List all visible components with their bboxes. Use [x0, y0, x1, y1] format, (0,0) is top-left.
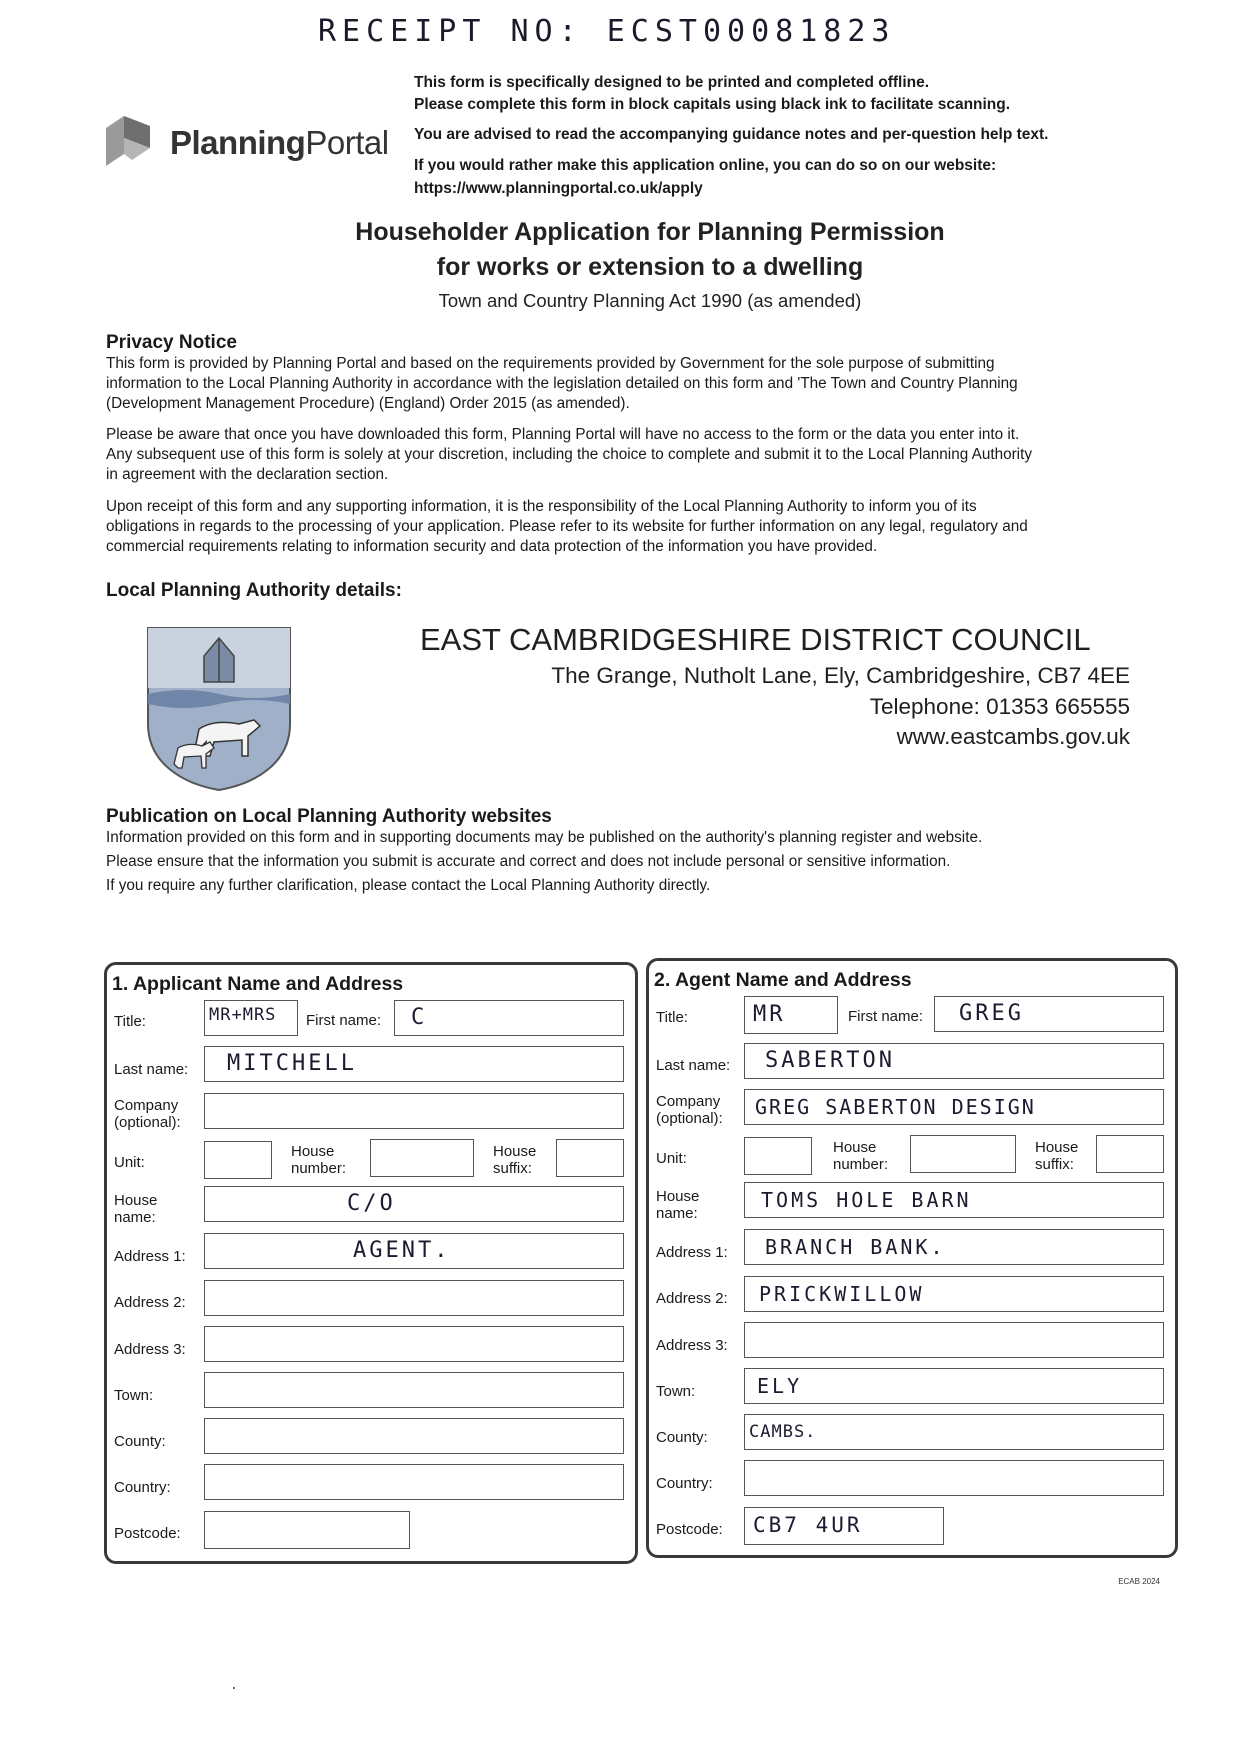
council-name: EAST CAMBRIDGESHIRE DISTRICT COUNCIL — [420, 622, 1091, 657]
agent-postcode-field[interactable] — [744, 1507, 944, 1545]
applicant-address1-field[interactable] — [204, 1233, 624, 1269]
agent-county-label: County: — [656, 1429, 708, 1446]
agent-title-label: Title: — [656, 1009, 688, 1026]
logo-word-planning: Planning — [170, 124, 306, 161]
applicant-company-label-2: (optional): — [114, 1114, 181, 1131]
agent-last-name-label: Last name: — [656, 1057, 731, 1074]
agent-country-label: Country: — [656, 1475, 713, 1492]
applicant-house-name-label-2: name: — [114, 1209, 156, 1226]
intro-line-3: You are advised to read the accompanying guidance notes and per-question help text. — [414, 126, 1049, 143]
applicant-town-label: Town: — [114, 1387, 154, 1404]
privacy-p2-line: Any subsequent use of this form is solely at your discretion, including the choice to complete and submit it to the Local Planning Authority — [106, 446, 1032, 463]
agent-house-name-value: TOMS HOLE BARN — [761, 1188, 972, 1212]
lpa-heading: Local Planning Authority details: — [106, 580, 402, 601]
agent-address2-field[interactable] — [744, 1276, 1164, 1312]
agent-house-number-label-2: number: — [833, 1156, 889, 1173]
publication-heading: Publication on Local Planning Authority websites — [106, 806, 552, 827]
agent-house-number-field[interactable] — [910, 1135, 1016, 1173]
agent-address2-value: PRICKWILLOW — [759, 1282, 925, 1306]
publication-line: If you require any further clarification, please contact the Local Planning Authority directly. — [106, 877, 711, 894]
agent-postcode-label: Postcode: — [656, 1521, 723, 1538]
intro-line-4: If you would rather make this application online, you can do so on our website: — [414, 157, 997, 174]
applicant-last-name-field[interactable] — [204, 1046, 624, 1082]
planning-portal-logo-icon — [104, 108, 154, 172]
applicant-company-label-1: Company — [114, 1097, 179, 1114]
applicant-company-field[interactable] — [204, 1093, 624, 1129]
agent-company-value: GREG SABERTON DESIGN — [755, 1095, 1036, 1119]
agent-country-field[interactable] — [744, 1460, 1164, 1496]
agent-address1-label: Address 1: — [656, 1244, 728, 1261]
form-code: ECAB 2024 — [1118, 1577, 1160, 1586]
agent-first-name-label: First name: — [848, 1008, 924, 1025]
agent-house-number-label-1: House — [833, 1139, 877, 1156]
agent-address1-field[interactable] — [744, 1229, 1164, 1265]
applicant-town-field[interactable] — [204, 1372, 624, 1408]
form-title-line-2: for works or extension to a dwelling — [436, 253, 864, 281]
applicant-address3-label: Address 3: — [114, 1341, 186, 1358]
planning-portal-logo — [104, 108, 394, 172]
applicant-house-number-label-2: number: — [291, 1160, 347, 1177]
receipt-number: RECEIPT NO: ECST00081823 — [318, 14, 896, 49]
agent-postcode-value: CB7 4UR — [753, 1513, 863, 1537]
applicant-country-label: Country: — [114, 1479, 171, 1496]
applicant-address2-label: Address 2: — [114, 1294, 186, 1311]
applicant-address1-value: AGENT. — [353, 1238, 451, 1263]
logo-word-portal: Portal — [305, 124, 389, 161]
publication-line: Please ensure that the information you submit is accurate and correct and does not include personal or sensitive information. — [106, 853, 951, 870]
applicant-first-name-label: First name: — [306, 1012, 382, 1029]
agent-last-name-value: SABERTON — [765, 1048, 895, 1073]
applicant-house-name-value: C/O — [347, 1191, 396, 1216]
privacy-p1-line: (Development Management Procedure) (England) Order 2015 (as amended). — [106, 395, 630, 412]
intro-line-1: This form is specifically designed to be printed and completed offline. — [414, 74, 930, 91]
council-website[interactable]: www.eastcambs.gov.uk — [896, 724, 1130, 749]
agent-address2-label: Address 2: — [656, 1290, 728, 1307]
agent-county-field[interactable] — [744, 1414, 1164, 1450]
agent-town-label: Town: — [656, 1383, 696, 1400]
privacy-p3-line: Upon receipt of this form and any supporting information, it is the responsibility of the Local Planning Authority to inform you of its — [106, 498, 977, 515]
agent-house-suffix-label — [1035, 1139, 1078, 1173]
council-crest-icon — [144, 624, 294, 792]
scan-speck — [233, 1687, 235, 1689]
privacy-p1-line: This form is provided by Planning Portal and based on the requirements provided by Government for the sole purpose of submitting — [106, 355, 995, 372]
applicant-unit-label: Unit: — [114, 1154, 145, 1171]
privacy-p2-line: in agreement with the declaration section. — [106, 466, 389, 483]
agent-house-name-label-2: name: — [656, 1205, 698, 1222]
agent-house-name-label-1: House — [656, 1188, 700, 1205]
applicant-house-name-label — [114, 1192, 157, 1226]
applicant-first-name-field[interactable] — [394, 1000, 624, 1036]
privacy-p1-line: information to the Local Planning Authority in accordance with the legislation detailed on this form and 'The Town and Country Planning — [106, 375, 1018, 392]
applicant-company-label — [114, 1097, 181, 1131]
applicant-house-suffix-label-1: House — [493, 1143, 537, 1160]
privacy-p3-line: obligations in regards to the processing of your application. Please refer to its website for further information on any legal, regulatory and — [106, 518, 1028, 535]
intro-url: https://www.planningportal.co.uk/apply — [414, 180, 703, 197]
council-telephone: Telephone: 01353 665555 — [869, 694, 1130, 719]
applicant-house-number-label — [291, 1143, 346, 1177]
applicant-house-number-label-1: House — [291, 1143, 335, 1160]
agent-house-number-label — [833, 1139, 888, 1173]
form-title-line-1: Householder Application for Planning Permission — [355, 218, 945, 246]
agent-first-name-value: GREG — [959, 1001, 1024, 1026]
applicant-county-field[interactable] — [204, 1418, 624, 1454]
logo-wordmark — [170, 124, 389, 162]
applicant-last-name-label: Last name: — [114, 1061, 189, 1078]
agent-house-suffix-label-2: suffix: — [1035, 1156, 1074, 1173]
agent-first-name-field[interactable] — [934, 996, 1164, 1032]
applicant-unit-field[interactable] — [204, 1141, 272, 1179]
applicant-postcode-label: Postcode: — [114, 1525, 181, 1542]
form-subtitle: Town and Country Planning Act 1990 (as amended) — [438, 290, 862, 311]
privacy-p3-line: commercial requirements relating to information security and data protection of the information you have provided. — [106, 538, 878, 555]
applicant-address1-label: Address 1: — [114, 1248, 186, 1265]
applicant-house-name-field[interactable] — [204, 1186, 624, 1222]
agent-company-label — [656, 1093, 723, 1127]
applicant-title-field[interactable] — [204, 1000, 298, 1036]
agent-title-field[interactable] — [744, 996, 838, 1034]
applicant-house-number-field[interactable] — [370, 1139, 474, 1177]
agent-house-name-field[interactable] — [744, 1182, 1164, 1218]
agent-address1-value: BRANCH BANK. — [765, 1235, 946, 1259]
applicant-house-suffix-label — [493, 1143, 536, 1177]
agent-house-suffix-label-1: House — [1035, 1139, 1079, 1156]
publication-line: Information provided on this form and in supporting documents may be published on the authority's planning register and website. — [106, 829, 983, 846]
agent-title-value: MR — [753, 1002, 786, 1027]
agent-company-field[interactable] — [744, 1089, 1164, 1125]
privacy-paragraph-1 — [106, 354, 1166, 414]
applicant-house-suffix-field[interactable] — [556, 1139, 624, 1177]
applicant-house-name-label-1: House — [114, 1192, 158, 1209]
agent-heading: 2. Agent Name and Address — [654, 969, 912, 991]
council-address: The Grange, Nutholt Lane, Ely, Cambridgeshire, CB7 4EE — [551, 663, 1130, 688]
agent-house-suffix-field[interactable] — [1096, 1135, 1164, 1173]
applicant-first-name-value: C — [411, 1005, 428, 1030]
applicant-house-suffix-label-2: suffix: — [493, 1160, 532, 1177]
applicant-title-label: Title: — [114, 1013, 146, 1030]
agent-company-label-1: Company — [656, 1093, 721, 1110]
applicant-address3-field[interactable] — [204, 1326, 624, 1362]
applicant-address2-field[interactable] — [204, 1280, 624, 1316]
applicant-county-label: County: — [114, 1433, 166, 1450]
agent-town-field[interactable] — [744, 1368, 1164, 1404]
intro-line-2: Please complete this form in block capitals using black ink to facilitate scanning. — [414, 96, 1011, 113]
agent-company-label-2: (optional): — [656, 1110, 723, 1127]
privacy-paragraph-3 — [106, 497, 1166, 557]
publication-paragraph — [106, 828, 1166, 896]
applicant-last-name-value: MITCHELL — [227, 1051, 357, 1076]
applicant-title-value: MR+MRS — [209, 1005, 277, 1025]
privacy-p2-line: Please be aware that once you have downloaded this form, Planning Portal will have no access to the form or the data you enter into it. — [106, 426, 1020, 443]
agent-town-value: ELY — [757, 1374, 803, 1398]
agent-unit-field[interactable] — [744, 1137, 812, 1175]
applicant-heading: 1. Applicant Name and Address — [112, 973, 404, 995]
applicant-country-field[interactable] — [204, 1464, 624, 1500]
applicant-postcode-field[interactable] — [204, 1511, 410, 1549]
agent-house-name-label — [656, 1188, 699, 1222]
agent-address3-label: Address 3: — [656, 1337, 728, 1354]
privacy-heading: Privacy Notice — [106, 332, 237, 353]
agent-unit-label: Unit: — [656, 1150, 687, 1167]
privacy-paragraph-2 — [106, 425, 1166, 485]
agent-county-value: CAMBS. — [749, 1422, 817, 1442]
agent-address3-field[interactable] — [744, 1322, 1164, 1358]
agent-last-name-field[interactable] — [744, 1043, 1164, 1079]
